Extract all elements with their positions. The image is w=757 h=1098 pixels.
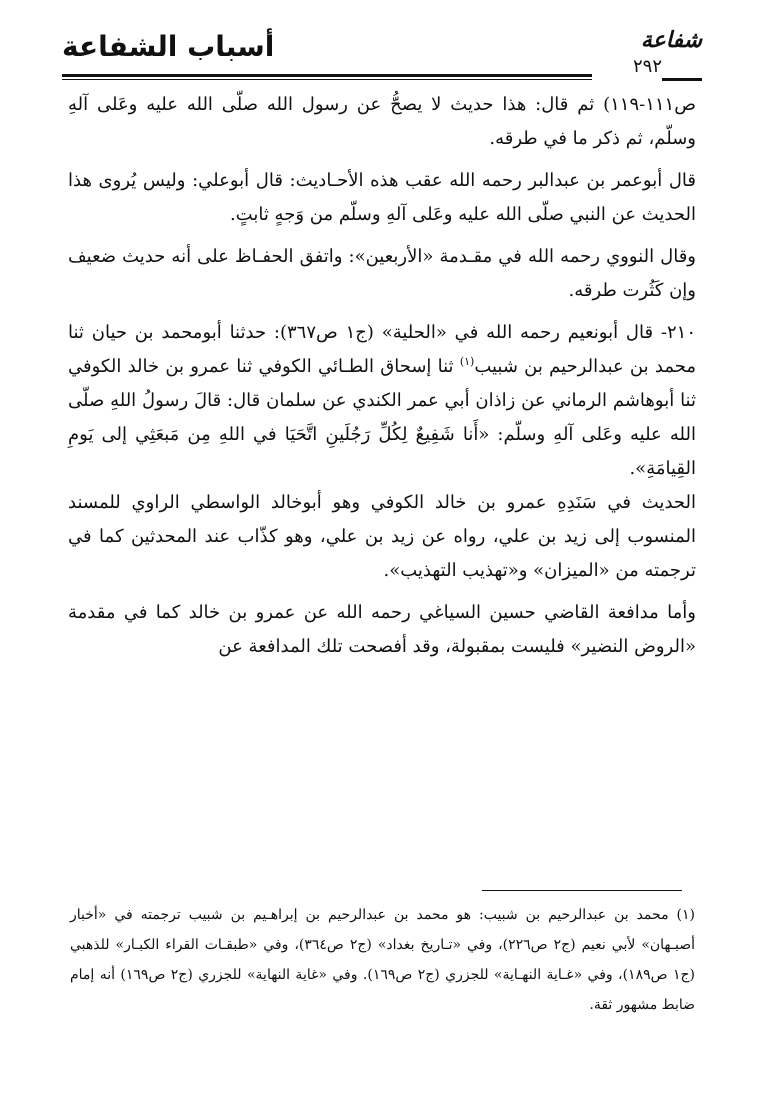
paragraph: وأما مدافعة القاضي حسين السياغي رحمه الله عن عمرو بن خالد كما في مقدمة «الروض النضير» فليست بمقبولة، وقد أفصحت تلك المدافعة عن — [68, 602, 696, 657]
page-header — [62, 22, 702, 82]
page-number: ٢٩٢ — [632, 56, 662, 77]
header-rule-short — [662, 78, 702, 81]
paragraph: ص١١١-١١٩) ثم قال: هذا حديث لا يصحُّ عن رسول الله صلّى الله عليه وعَلى آلهِ وسلّم، ثم ذكر ما في طرقه. — [68, 94, 696, 149]
hadith-paragraph — [68, 316, 696, 486]
paragraph: الحديث في سَنَدِهِ عمرو بن خالد الكوفي وهو أبوخالد الواسطي الراوي للمسند المنسوب إلى زيد بن علي، رواه عن زيد بن علي، وهو كذّاب عند المحدثين كما في ترجمته من «الميزان» و«تهذيب التهذيب». — [68, 492, 696, 581]
header-rule — [62, 74, 592, 80]
main-text — [68, 88, 696, 672]
paragraph: وقال النووي رحمه الله في مقـدمة «الأربعين»: واتفق الحفـاظ على أنه حديث ضعيف وإن كَثُرت طرقه. — [68, 246, 696, 301]
footnote-marker[interactable]: (١) — [459, 355, 475, 368]
footnote-divider — [482, 890, 682, 891]
book-logo: شفاعة — [640, 28, 702, 53]
hadith-text-start: ٢١٠- قال أبونعيم رحمه الله في «الحلية» (ج١ ص٣٦٧): حدثنا أبومحمد بن حيان ثنا محمد بن عبدالرحيم بن شبيب — [68, 322, 697, 377]
paragraph: قال أبوعمر بن عبدالبر رحمه الله عقب هذه الأحـاديث: قال أبوعلي: وليس يُروى هذا الحديث عن النبي صلّى الله عليه وعَلى آلهِ وسلّم من وَجهٍ ثابتٍ. — [68, 170, 697, 225]
chapter-title: أسباب الشفاعة — [62, 30, 275, 63]
hadith-text-rest: ثنا إسحاق الطـائي الكوفي ثنا عمرو بن خالد الكوفي ثنا أبوهاشم الرماني عن زاذان أبي عمر الكندي عن سلمان قال: قالَ رسولُ اللهِ صلّى الله عليه وعَلى آلهِ وسلّم: «أَنا شَفِيعٌ لِكُلِّ رَجُلَينِ اتَّحَيَا في اللهِ مِن مَبعَثِي إلى يَومِ القِيامَةِ». — [68, 356, 696, 479]
footnote: (١) محمد بن عبدالرحيم بن شبيب: هو محمد بن عبدالرحيم بن إبراهـيم بن شبيب ترجمته في «أخبار أصبـهان» لأبي نعيم (ج٢ ص٢٢٦)، وفي «تـاريخ بغداد» (ج٢ ص٣٦٤)، وفي «طبقـات القراء الكبـار» للذهبي (ج١ ص١٨٩)، وفي «غـاية النهـاية» للجزري (ج٢ ص١٦٩). وفي «غاية النهاية» للجزري (ج٢ ص١٦٩) أنه إمام ضابط مشهور ثقة. — [70, 907, 695, 1013]
